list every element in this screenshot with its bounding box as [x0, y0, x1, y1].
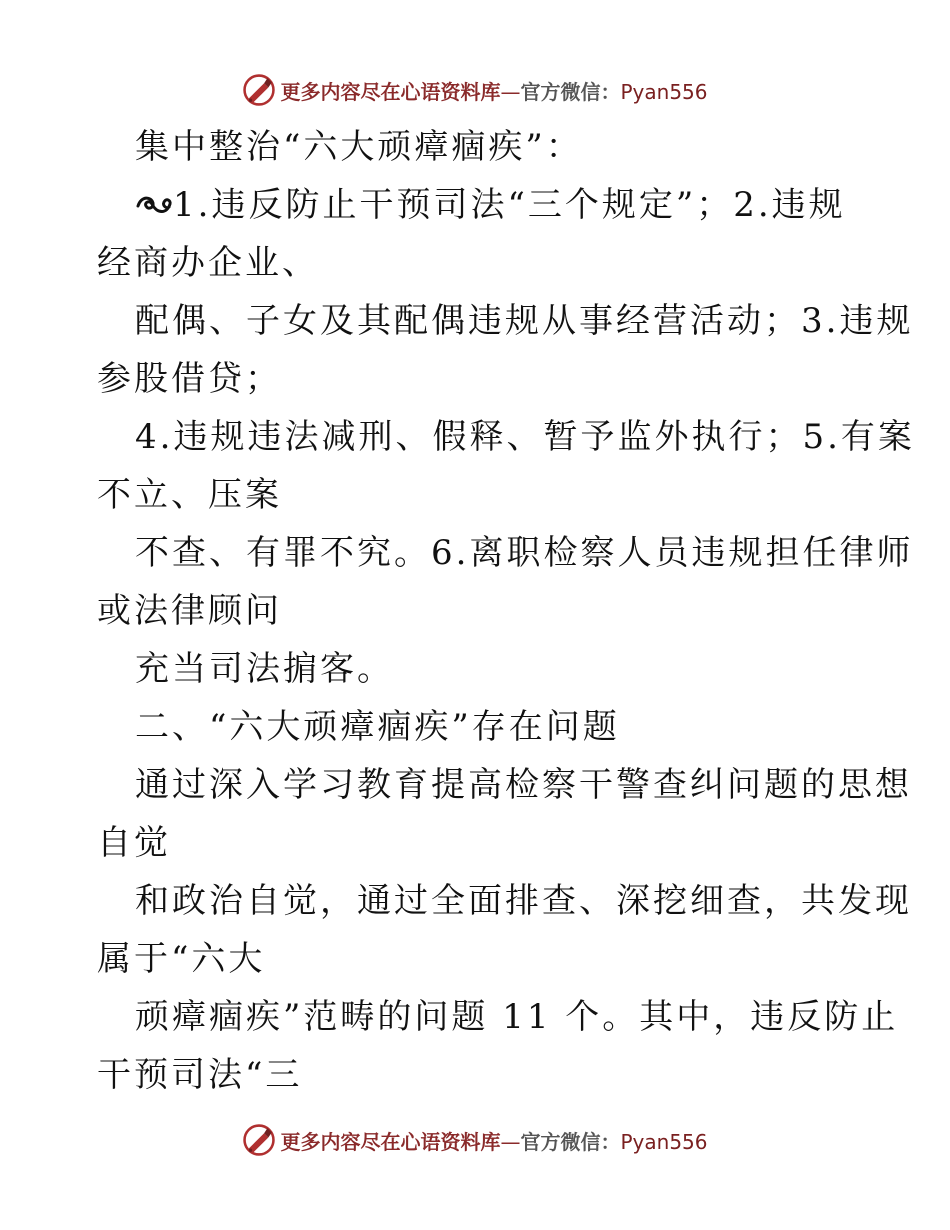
banner-dash: — — [500, 79, 521, 104]
text-line-with-bullet — [135, 176, 846, 234]
text-line: 经商办企业、 — [97, 243, 319, 283]
swirl-bullet-icon — [135, 190, 173, 220]
text-line: 和政治自觉，通过全面排查、深挖细查，共发现 — [135, 881, 912, 921]
pen-logo-icon — [242, 1123, 276, 1157]
text-line: 或法律顾问 — [97, 591, 282, 631]
pen-logo-icon — [242, 73, 276, 107]
header-banner — [0, 70, 950, 110]
text-line: 4.违规违法减刑、假释、暂予监外执行；5.有案 — [135, 417, 915, 457]
text-line: 属于“六大 — [97, 939, 266, 979]
text-line: 不查、有罪不究。6.离职检察人员违规担任律师 — [135, 533, 914, 573]
text-line: 集中整治“六大顽瘴痼疾”： — [135, 127, 583, 167]
text-line: 配偶、子女及其配偶违规从事经营活动；3.违规 — [135, 301, 914, 341]
text-line: 充当司法掮客。 — [135, 649, 394, 689]
footer-banner — [0, 1120, 950, 1160]
banner-label: 官方微信： — [520, 79, 621, 104]
banner-site-text: 更多内容尽在心语资料库 — [280, 79, 501, 104]
text-line: 参股借贷； — [97, 359, 282, 399]
banner-wechat-id: Pyan556 — [620, 1129, 708, 1154]
section-heading: 二、“六大顽瘴痼疾”存在问题 — [135, 707, 620, 747]
banner-site-text: 更多内容尽在心语资料库 — [280, 1129, 501, 1154]
text-line: 顽瘴痼疾”范畴的问题 11 个。其中，违反防止 — [135, 997, 899, 1037]
banner-wechat-id: Pyan556 — [620, 79, 708, 104]
text-line: 干预司法“三 — [97, 1055, 303, 1095]
text-line: 自觉 — [97, 823, 171, 863]
text-line: 通过深入学习教育提高检察干警查纠问题的思想 — [135, 765, 912, 805]
banner-dash: — — [500, 1129, 521, 1154]
text-line: 1.违反防止干预司法“三个规定”；2.违规 — [173, 185, 846, 225]
banner-label: 官方微信： — [520, 1129, 621, 1154]
text-line: 不立、压案 — [97, 475, 282, 515]
